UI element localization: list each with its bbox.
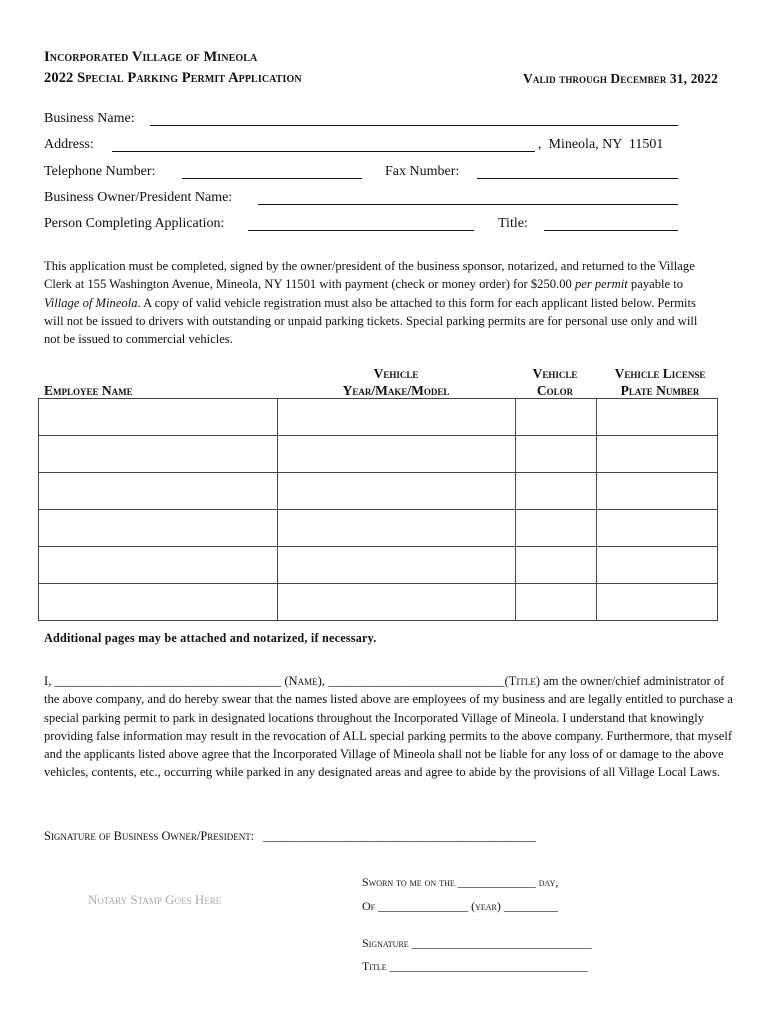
table-row <box>39 584 718 621</box>
signature-label: Signature of Business Owner/President: <box>44 829 255 843</box>
col-vehicle-color-line1: Vehicle <box>532 366 578 381</box>
table-row <box>39 436 718 473</box>
oath-title-label: Title <box>508 674 536 688</box>
address-suffix: , Mineola, NY 11501 <box>538 137 664 152</box>
valid-through: Valid through December 31, 2022 <box>523 71 718 86</box>
business-name-input[interactable] <box>150 125 678 126</box>
col-vehicle-model-line2: Year/Make/Model <box>342 383 450 398</box>
plate-number-cell[interactable] <box>597 436 718 473</box>
village-payee: Village of Mineola <box>44 295 138 310</box>
vehicle-model-cell[interactable] <box>277 473 516 510</box>
col-employee-name: Employee Name <box>44 383 133 398</box>
plate-number-cell[interactable] <box>597 473 718 510</box>
signature-line[interactable]: ____________________________________________ <box>263 829 536 843</box>
address-input[interactable] <box>112 151 535 152</box>
address-label: Address: <box>44 137 94 152</box>
vehicle-model-cell[interactable] <box>277 436 516 473</box>
telephone-label: Telephone Number: <box>44 164 156 179</box>
plate-number-cell[interactable] <box>597 510 718 547</box>
plate-number-cell[interactable] <box>597 399 718 436</box>
col-vehicle-color <box>515 365 595 399</box>
employee-name-cell[interactable] <box>39 473 278 510</box>
owner-label: Business Owner/President Name: <box>44 190 233 205</box>
col-vehicle-model <box>296 365 496 399</box>
vehicle-color-cell[interactable] <box>516 547 597 584</box>
instructions-part1: This application must be completed, signed by the owner/president of the business sponsor, notarized, and returned to the Village Clerk at 155 Washington Avenue, Mineola, NY 11501 with payment (check or money order) for $250.00 <box>44 259 695 292</box>
vehicle-model-cell[interactable] <box>277 510 516 547</box>
col-vehicle-color-line2: Color <box>536 383 574 398</box>
vehicle-color-cell[interactable] <box>516 473 597 510</box>
of-year-text: Of _______________ (year) _________ <box>362 899 558 913</box>
owner-input[interactable] <box>258 204 678 205</box>
oath-paragraph <box>44 672 734 782</box>
plate-number-cell[interactable] <box>597 584 718 621</box>
oath-rest: ) am the owner/chief administrator of the above company, and do hereby swear that the names listed above are employees of my business and are legally entitled to purchase a special parking permit to park in designated locations throughout the Incorporated Village of Mineola. I understand that knowingly providing false information may result in the revocation of ALL special parking permits to the above company. Furthermore, that myself and the applicants listed above agree that the Incorporated Village of Mineola shall not be liable for any loss of or damage to the above vehicles, contents, etc., occurring while parked in any designated areas and agree to abide by the provisions of all Village Local Laws. <box>44 674 733 780</box>
notary-title-text: Title _________________________________ <box>362 959 588 973</box>
sworn-text: Sworn to me on the _____________ day, <box>362 875 559 889</box>
business-name-label: Business Name: <box>44 111 135 126</box>
person-completing-label: Person Completing Application: <box>44 216 225 231</box>
table-row <box>39 547 718 584</box>
instructions-part3: . A copy of valid vehicle registration must also be attached to this form for each applicant listed below. Permits will not be issued to drivers with outstanding or unpaid parking tickets. Special parking permits are for personal use only and will not be issued to commercial vehicles. <box>44 295 698 347</box>
signature-row <box>44 829 536 844</box>
oath-i: I, ____________________________________ ( <box>44 674 289 688</box>
village-title: Incorporated Village of Mineola <box>44 49 258 65</box>
table-row <box>39 510 718 547</box>
oath-name-label: Name <box>288 674 318 688</box>
vehicle-color-cell[interactable] <box>516 510 597 547</box>
vehicle-model-cell[interactable] <box>277 584 516 621</box>
col-license-plate-line2: Plate Number <box>620 383 700 398</box>
employee-name-cell[interactable] <box>39 399 278 436</box>
form-title: 2022 Special Parking Permit Application <box>44 70 302 86</box>
employee-name-cell[interactable] <box>39 436 278 473</box>
notary-title-line[interactable] <box>362 959 588 974</box>
vehicle-color-cell[interactable] <box>516 584 597 621</box>
per-permit: per permit <box>574 277 628 292</box>
plate-number-cell[interactable] <box>597 547 718 584</box>
fax-input[interactable] <box>477 178 678 179</box>
employee-name-cell[interactable] <box>39 510 278 547</box>
vehicle-model-cell[interactable] <box>277 547 516 584</box>
employee-table <box>38 398 718 621</box>
employee-name-cell[interactable] <box>39 547 278 584</box>
col-license-plate <box>595 365 725 399</box>
additional-pages-note: Additional pages may be attached and notarized, if necessary. <box>44 631 377 645</box>
table-row <box>39 473 718 510</box>
col-license-plate-line1: Vehicle License <box>614 366 706 381</box>
vehicle-color-cell[interactable] <box>516 399 597 436</box>
person-completing-input[interactable] <box>248 230 474 231</box>
telephone-input[interactable] <box>182 178 362 179</box>
vehicle-model-cell[interactable] <box>277 399 516 436</box>
notary-signature-line[interactable] <box>362 936 592 951</box>
title-label: Title: <box>498 216 528 231</box>
employee-name-cell[interactable] <box>39 584 278 621</box>
vehicle-color-cell[interactable] <box>516 436 597 473</box>
notary-signature-text: Signature ______________________________ <box>362 936 592 950</box>
sworn-line <box>362 875 558 890</box>
of-year-line <box>362 899 558 914</box>
instructions <box>44 257 709 348</box>
table-row <box>39 399 718 436</box>
col-vehicle-model-line1: Vehicle <box>373 366 419 381</box>
oath-mid: ), ____________________________( <box>317 674 509 688</box>
notary-stamp-placeholder: Notary Stamp Goes Here <box>88 892 222 907</box>
instructions-part2: payable to <box>627 277 684 292</box>
fax-label: Fax Number: <box>385 164 460 179</box>
title-input[interactable] <box>544 230 678 231</box>
